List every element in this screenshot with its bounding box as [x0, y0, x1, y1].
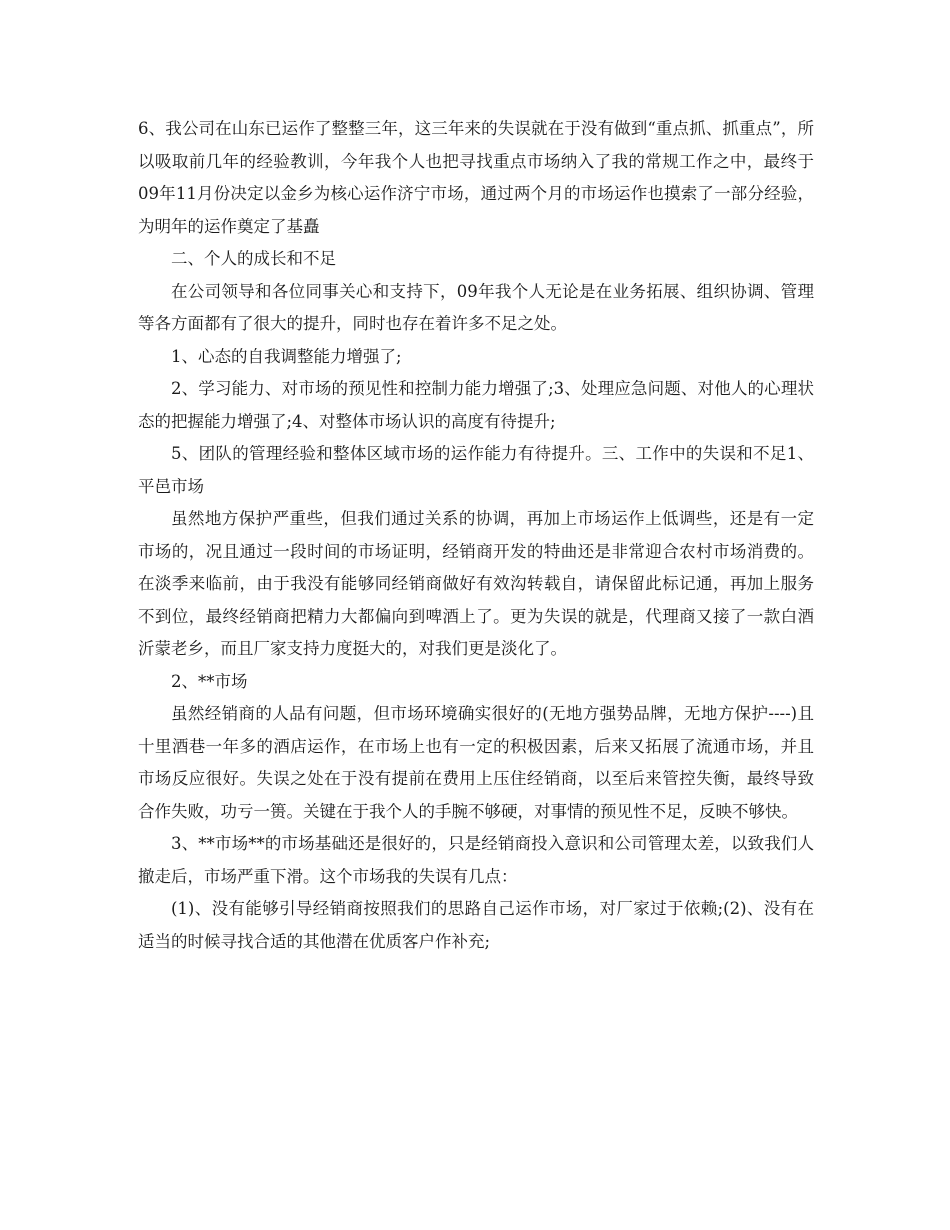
paragraph-market-3-mistakes: (1)、没有能够引导经销商按照我们的思路自己运作市场，对厂家过于依赖;(2)、没有在适当的时候寻找合适的其他潜在优质客户作补充;	[138, 899, 814, 951]
document-page	[138, 113, 814, 958]
paragraph-item-6-shandong: 6、我公司在山东已运作了整整三年，这三年来的失误就在于没有做到“重点抓、抓重点”，所以吸取前几年的经验教训，今年我个人也把寻找重点市场纳入了我的常规工作之中，最终于09年11月份决定以金乡为核心运作济宁市场，通过两个月的市场运作也摸索了一部分经验，为明年的运作奠定了基矗	[138, 119, 814, 236]
section-heading-personal-growth: 二、个人的成长和不足	[171, 249, 336, 268]
paragraph-point-1: 1、心态的自我调整能力增强了;	[171, 346, 402, 366]
paragraph-market-3: 3、**市场**的市场基础还是很好的，只是经销商投入意识和公司管理太差，以致我们人撤走后，市场严重下滑。这个市场我的失误有几点：	[138, 834, 814, 886]
subheading-market-2: 2、**市场	[171, 671, 248, 691]
paragraph-growth-intro: 在公司领导和各位同事关心和支持下，09年我个人无论是在业务拓展、组织协调、管理等各方面都有了很大的提升，同时也存在着许多不足之处。	[138, 281, 814, 333]
paragraph-points-2-4: 2、学习能力、对市场的预见性和控制力能力增强了;3、处理应急问题、对他人的心理状态的把握能力增强了;4、对整体市场认识的高度有待提升;	[138, 379, 814, 431]
paragraph-pingyi-market: 虽然地方保护严重些，但我们通过关系的协调，再加上市场运作上低调些，还是有一定市场的，况且通过一段时间的市场证明，经销商开发的特曲还是非常迎合农村市场消费的。在淡季来临前，由于我没有能够同经销商做好有效沟转载自，请保留此标记通，再加上服务不到位，最终经销商把精力大都偏向到啤酒上了。更为失误的就是，代理商又接了一款白酒沂蒙老乡，而且厂家支持力度挺大的，对我们更是淡化了。	[138, 509, 814, 658]
paragraph-market-2-detail: 虽然经销商的人品有问题，但市场环境确实很好的(无地方强势品牌，无地方保护----)且十里酒巷一年多的酒店运作，在市场上也有一定的积极因素，后来又拓展了流通市场，并且市场反应很好。失误之处在于没有提前在费用上压住经销商，以至后来管控失衡，最终导致合作失败，功亏一篑。关键在于我个人的手腕不够硬，对事情的预见性不足，反映不够快。	[138, 704, 814, 821]
paragraph-point-5-and-section-3: 5、团队的管理经验和整体区域市场的运作能力有待提升。三、工作中的失误和不足1、平邑市场	[138, 444, 814, 496]
